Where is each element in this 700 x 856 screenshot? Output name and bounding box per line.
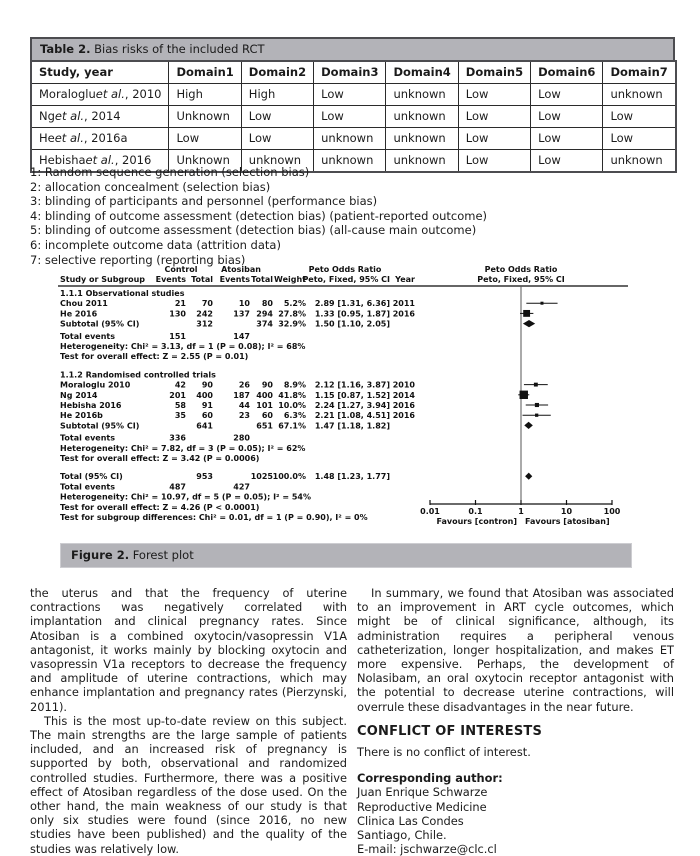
- svg-text:1.33 [0.95, 1.87]: 1.33 [0.95, 1.87]: [314, 309, 390, 319]
- svg-text:Total (95% CI): Total (95% CI): [60, 472, 123, 482]
- svg-text:6.3%: 6.3%: [283, 411, 306, 421]
- svg-text:Heterogeneity: Chi² = 3.13, df: Heterogeneity: Chi² = 3.13, df = 1 (P = 0.08); I² = 68%: [60, 342, 306, 351]
- svg-text:10.0%: 10.0%: [278, 401, 306, 410]
- svg-text:1.48 [1.23, 1.77]: 1.48 [1.23, 1.77]: [314, 472, 390, 482]
- svg-text:He 2016b: He 2016b: [60, 411, 103, 421]
- svg-text:Peto, Fixed, 95% CI: Peto, Fixed, 95% CI: [302, 275, 390, 284]
- paragraph: the uterus and that the frequency of uterine contractions was negatively correlated with implantation and clinical pregnancy rates. Since Atosiban is a combined oxytocin/vasopressin V1A antagonist, it works mainly by blocking oxytocin and vasopressin V1a receptors to decrease the frequency and amplitude of uterine contractions, which may enhance implantation and pregnancy rates (Pierzynski, 2011).: [30, 586, 347, 714]
- svg-text:336: 336: [169, 433, 186, 443]
- svg-text:Subtotal (95% CI): Subtotal (95% CI): [60, 319, 140, 329]
- svg-text:641: 641: [196, 421, 213, 431]
- table-cell: unknown: [386, 150, 458, 173]
- svg-text:1.50 [1.10, 2.05]: 1.50 [1.10, 2.05]: [314, 319, 390, 329]
- svg-text:187: 187: [233, 390, 250, 400]
- table-cell: Low: [458, 106, 530, 128]
- author-institution: Clinica Las Condes: [357, 813, 464, 828]
- table-cell: Low: [531, 106, 603, 128]
- svg-text:0.1: 0.1: [468, 507, 483, 516]
- svg-text:1.15 [0.87, 1.52]: 1.15 [0.87, 1.52]: [314, 390, 390, 400]
- footnote: 3: blinding of participants and personnel (performance bias): [30, 194, 378, 209]
- svg-text:8.9%: 8.9%: [283, 380, 306, 390]
- table-row: [31, 84, 676, 106]
- table-cell: Low: [169, 128, 241, 150]
- svg-text:67.1%: 67.1%: [278, 421, 306, 431]
- study-name: He: [39, 131, 55, 145]
- study-etal: et al.: [54, 109, 85, 123]
- svg-text:137: 137: [233, 309, 250, 319]
- svg-text:Total events: Total events: [60, 433, 115, 443]
- svg-text:91: 91: [201, 401, 213, 410]
- svg-text:Weight: Weight: [274, 275, 306, 284]
- table-cell: unknown: [603, 150, 676, 173]
- svg-text:Test for overall effect: Z = 4: Test for overall effect: Z = 4.26 (P < 0.0001): [60, 502, 260, 512]
- table-cell: Unknown: [169, 106, 241, 128]
- author-department: Reproductive Medicine: [357, 799, 487, 814]
- author-name: Juan Enrique Schwarze: [357, 785, 488, 800]
- svg-text:294: 294: [256, 309, 273, 319]
- study-year: , 2016: [114, 153, 152, 167]
- study-name: Hebisha: [39, 153, 86, 167]
- table-row: [31, 128, 676, 150]
- footnote: 6: incomplete outcome data (attrition data): [30, 237, 281, 252]
- column-header: Domain4: [386, 61, 458, 84]
- svg-text:10: 10: [238, 299, 250, 309]
- svg-text:1: 1: [518, 507, 524, 516]
- figure-2-caption-text: Forest plot: [129, 548, 194, 562]
- svg-text:2.89 [1.31, 6.36]: 2.89 [1.31, 6.36]: [314, 299, 390, 309]
- table-row: [31, 106, 676, 128]
- svg-text:21: 21: [174, 299, 186, 309]
- footnote: 5: blinding of outcome assessment (detection bias) (all-cause main outcome): [30, 223, 477, 238]
- svg-text:80: 80: [261, 299, 273, 309]
- svg-text:2016: 2016: [392, 309, 415, 319]
- table-footnotes: [30, 165, 487, 267]
- svg-text:201: 201: [169, 390, 186, 400]
- column-header: Domain1: [169, 61, 241, 84]
- table-cell: unknown: [314, 150, 386, 173]
- svg-text:Events: Events: [219, 275, 250, 284]
- svg-text:374: 374: [256, 319, 273, 329]
- svg-text:Control: Control: [164, 265, 198, 274]
- table-cell: unknown: [241, 150, 313, 173]
- svg-text:280: 280: [233, 433, 250, 443]
- svg-text:Subtotal (95% CI): Subtotal (95% CI): [60, 421, 140, 431]
- bias-risk-table: [30, 60, 677, 173]
- svg-text:Chou 2011: Chou 2011: [60, 299, 108, 309]
- body-column-right: [357, 586, 674, 856]
- svg-text:42: 42: [174, 380, 186, 390]
- svg-text:1.47 [1.18, 1.82]: 1.47 [1.18, 1.82]: [314, 421, 390, 431]
- svg-text:427: 427: [233, 482, 250, 492]
- svg-text:Test for overall effect: Z = 2: Test for overall effect: Z = 2.55 (P = 0.01): [60, 352, 249, 362]
- svg-text:1.1.2 Randomised controlled tr: 1.1.2 Randomised controlled trials: [60, 370, 216, 380]
- study-etal: et al.: [54, 131, 84, 145]
- svg-text:2016: 2016: [392, 401, 415, 410]
- table-cell: Low: [314, 106, 386, 128]
- figure-2-caption: [60, 543, 632, 568]
- svg-text:101: 101: [256, 401, 273, 410]
- svg-text:Year: Year: [395, 275, 415, 284]
- table-cell: unknown: [314, 128, 386, 150]
- svg-text:2011: 2011: [392, 299, 415, 309]
- svg-text:1.1.1 Observational studies: 1.1.1 Observational studies: [60, 289, 185, 298]
- svg-text:312: 312: [196, 319, 213, 329]
- conflict-of-interests-heading: CONFLICT OF INTERESTS: [357, 723, 543, 739]
- svg-text:Favours [contron]: Favours [contron]: [436, 517, 517, 526]
- svg-text:Atosiban: Atosiban: [221, 265, 261, 274]
- table-2-block: [30, 37, 675, 173]
- table-cell: Low: [241, 106, 313, 128]
- svg-text:Test for subgroup differences:: Test for subgroup differences: Chi² = 0.01, df = 1 (P = 0.90), I² = 0%: [60, 513, 368, 522]
- table-2-caption-label: Table 2.: [40, 42, 91, 56]
- svg-text:400: 400: [196, 390, 213, 400]
- table-2-caption-text: Bias risks of the included RCT: [90, 42, 265, 56]
- table-cell: unknown: [386, 128, 458, 150]
- svg-text:100: 100: [603, 507, 621, 516]
- study-cell: [31, 106, 169, 128]
- svg-text:2016: 2016: [392, 411, 415, 421]
- author-city: Santiago, Chile.: [357, 828, 447, 843]
- svg-text:Peto Odds Ratio: Peto Odds Ratio: [308, 265, 382, 274]
- svg-text:Total: Total: [251, 275, 273, 284]
- footnote: 7: selective reporting (reporting bias): [30, 252, 246, 267]
- svg-text:2010: 2010: [392, 380, 415, 390]
- corresponding-author-heading: Corresponding author:: [357, 771, 503, 786]
- svg-text:Hebisha 2016: Hebisha 2016: [60, 401, 122, 410]
- table-cell: Low: [531, 150, 603, 173]
- svg-text:1025: 1025: [250, 472, 273, 482]
- svg-text:32.9%: 32.9%: [278, 319, 306, 329]
- svg-text:60: 60: [201, 411, 213, 421]
- svg-text:130: 130: [169, 309, 186, 319]
- svg-text:He 2016: He 2016: [60, 309, 98, 319]
- table-cell: unknown: [386, 106, 458, 128]
- column-header: Domain5: [458, 61, 530, 84]
- svg-text:5.2%: 5.2%: [283, 299, 306, 309]
- paragraph: In summary, we found that Atosiban was associated to an improvement in ART cycle outcomes, which might be of clinical significance, although, its administration requires a peripheral venous catheterization, longer hospitalization, and makes ET more expensive. Perhaps, the development of Nolasibam, an oral oxytocin receptor antagonist with the potential to decrease uterine contractions, will overrule these disadvantages in the near future.: [357, 586, 674, 714]
- svg-text:27.8%: 27.8%: [278, 309, 306, 319]
- email-text: E-mail: jschwarze@clc.cl: [357, 842, 497, 856]
- svg-text:487: 487: [169, 482, 186, 492]
- column-header: Domain6: [531, 61, 603, 84]
- table-cell: Low: [458, 128, 530, 150]
- table-cell: Low: [458, 84, 530, 106]
- column-header: Domain2: [241, 61, 313, 84]
- svg-text:151: 151: [169, 331, 186, 341]
- column-header: Domain7: [603, 61, 676, 84]
- svg-text:0.01: 0.01: [420, 507, 440, 516]
- body-column-left: [30, 586, 347, 856]
- svg-text:Peto, Fixed, 95% CI: Peto, Fixed, 95% CI: [477, 275, 565, 284]
- svg-text:Heterogeneity: Chi² = 10.97, d: Heterogeneity: Chi² = 10.97, df = 5 (P = 0.05); I² = 54%: [60, 492, 311, 502]
- svg-text:953: 953: [196, 472, 213, 482]
- table-cell: Low: [531, 84, 603, 106]
- study-etal: et al.: [95, 87, 125, 101]
- table-cell: unknown: [386, 84, 458, 106]
- table-cell: Low: [458, 150, 530, 173]
- table-cell: Low: [531, 128, 603, 150]
- svg-text:Favours [atosiban]: Favours [atosiban]: [525, 517, 610, 526]
- table-cell: unknown: [603, 84, 676, 106]
- svg-text:Events: Events: [155, 275, 186, 284]
- svg-text:400: 400: [256, 390, 273, 400]
- svg-text:242: 242: [196, 309, 213, 319]
- table-cell: Low: [314, 84, 386, 106]
- study-etal: et al.: [85, 153, 115, 167]
- study-year: , 2016a: [83, 131, 128, 145]
- svg-text:651: 651: [256, 421, 273, 431]
- svg-text:147: 147: [233, 331, 250, 341]
- svg-text:100.0%: 100.0%: [272, 472, 306, 482]
- svg-text:Ng 2014: Ng 2014: [60, 390, 98, 400]
- forest-plot: [58, 264, 638, 536]
- svg-text:2.21 [1.08, 4.51]: 2.21 [1.08, 4.51]: [314, 411, 390, 421]
- svg-text:Total: Total: [191, 275, 213, 284]
- svg-text:90: 90: [201, 380, 213, 390]
- paragraph: This is the most up-to-date review on this subject. The main strengths are the large sample of patients included, and an increased risk of pregnancy is supported by both, observational and randomized controlled studies. Furthermore, there was a positive effect of Atosiban regardless of the dose used. On the other hand, the main weakness of our study is that only six studies were found (since 2016, no new studies have been published) and the quality of the studies was relatively low.: [30, 713, 347, 856]
- svg-text:58: 58: [174, 401, 186, 410]
- table-header-row: [31, 61, 676, 84]
- conflict-text: There is no conflict of interest.: [357, 745, 531, 760]
- svg-text:2014: 2014: [392, 390, 415, 400]
- svg-text:26: 26: [238, 380, 250, 390]
- forest-plot-svg: [58, 264, 638, 536]
- table-cell: High: [241, 84, 313, 106]
- footnote: 1: Random sequence generation (selection bias): [30, 165, 310, 179]
- svg-text:90: 90: [261, 380, 273, 390]
- figure-2-caption-label: Figure 2.: [71, 548, 130, 562]
- svg-text:10: 10: [560, 507, 573, 516]
- footnote: 2: allocation concealment (selection bias): [30, 179, 271, 194]
- column-header: Study, year: [31, 61, 169, 84]
- svg-text:2.24 [1.27, 3.94]: 2.24 [1.27, 3.94]: [314, 401, 390, 410]
- svg-text:Test for overall effect: Z = 3: Test for overall effect: Z = 3.42 (P = 0.0006): [60, 454, 260, 463]
- study-name: Ng: [39, 109, 55, 123]
- table-2-caption: [30, 37, 675, 60]
- study-name: Moraloglu: [39, 87, 96, 101]
- table-cell: Unknown: [169, 150, 241, 173]
- svg-text:35: 35: [174, 411, 186, 421]
- column-header: Domain3: [314, 61, 386, 84]
- svg-text:Heterogeneity: Chi² = 7.82, df: Heterogeneity: Chi² = 7.82, df = 3 (P = 0.05); I² = 62%: [60, 443, 306, 453]
- table-cell: Low: [603, 106, 676, 128]
- svg-text:44: 44: [238, 401, 250, 410]
- table-cell: Low: [603, 128, 676, 150]
- study-cell: [31, 84, 169, 106]
- svg-text:2.12 [1.16, 3.87]: 2.12 [1.16, 3.87]: [314, 380, 390, 390]
- svg-text:41.8%: 41.8%: [278, 390, 306, 400]
- study-cell: [31, 128, 169, 150]
- table-cell: High: [169, 84, 241, 106]
- study-year: , 2010: [124, 87, 162, 101]
- svg-text:70: 70: [201, 299, 213, 309]
- table-cell: Low: [241, 128, 313, 150]
- svg-text:Moraloglu 2010: Moraloglu 2010: [60, 380, 131, 390]
- svg-text:Study or Subgroup: Study or Subgroup: [60, 275, 146, 284]
- footnote: 4: blinding of outcome assessment (detection bias) (patient-reported outcome): [30, 208, 488, 223]
- svg-text:Total events: Total events: [60, 331, 115, 341]
- svg-text:23: 23: [238, 411, 250, 421]
- svg-text:Total events: Total events: [60, 482, 115, 492]
- study-year: , 2014: [84, 109, 121, 123]
- svg-text:60: 60: [261, 411, 273, 421]
- svg-text:Peto Odds Ratio: Peto Odds Ratio: [484, 265, 558, 274]
